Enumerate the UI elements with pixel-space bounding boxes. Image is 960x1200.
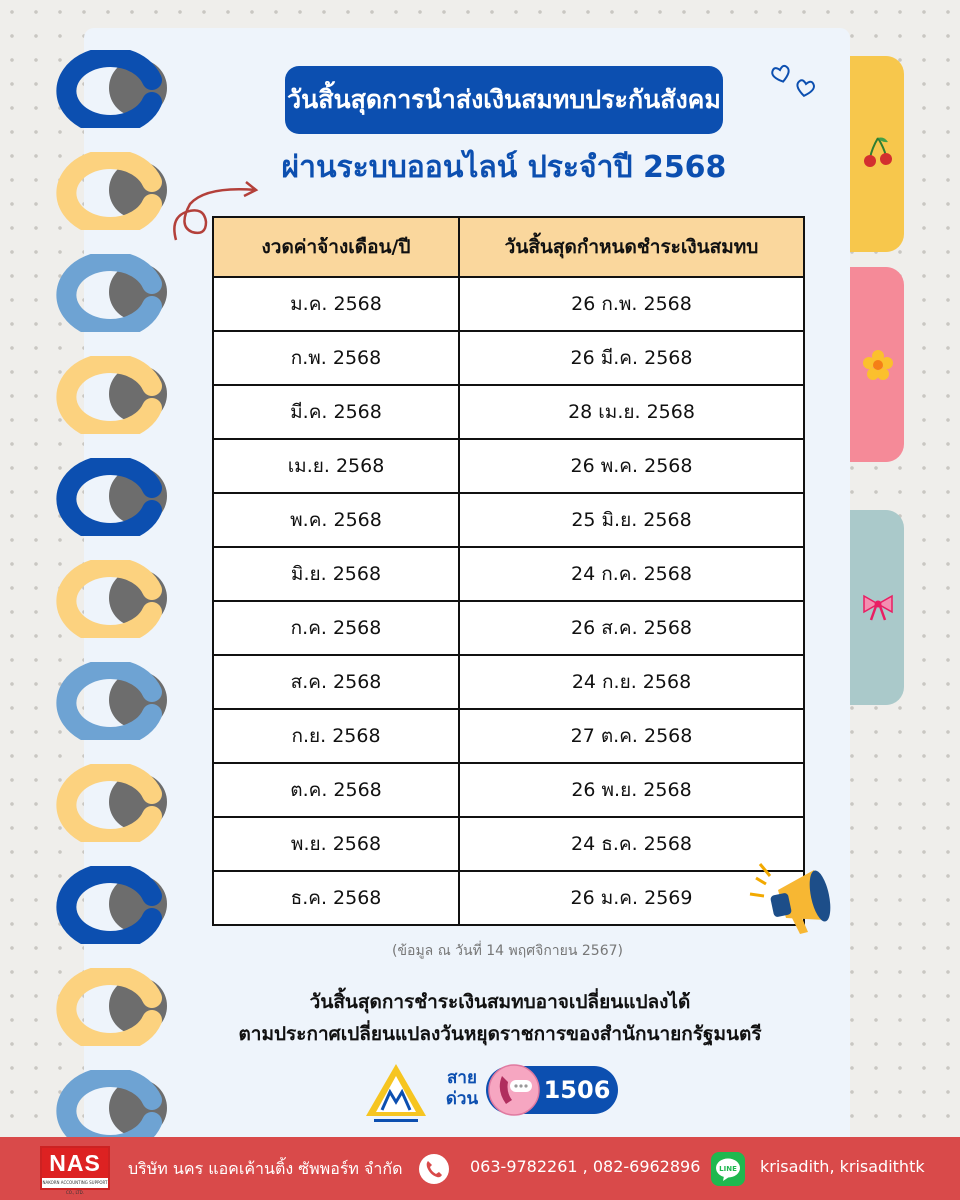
tab-yellow[interactable] bbox=[850, 56, 904, 252]
phone-icon bbox=[418, 1153, 450, 1185]
ring-binder-icon bbox=[52, 866, 172, 944]
table-row bbox=[213, 601, 804, 655]
line-ids[interactable]: krisadith, krisadithtk bbox=[760, 1157, 925, 1176]
contact-phones[interactable]: 063-9782261 , 082-6962896 bbox=[470, 1157, 701, 1176]
cell-deadline: 27 ต.ค. 2568 bbox=[459, 709, 804, 763]
table-row bbox=[213, 817, 804, 871]
ring-binder-icon bbox=[52, 356, 172, 434]
warning-line-1: วันสิ้นสุดการชำระเงินสมทบอาจเปลี่ยนแปลงได้ bbox=[309, 991, 691, 1013]
cell-period: ก.ย. 2568 bbox=[213, 709, 459, 763]
warning-line-2: ตามประกาศเปลี่ยนแปลงวันหยุดราชการของสำนักนายกรัฐมนตรี bbox=[238, 1023, 762, 1045]
ring-binder-icon bbox=[52, 662, 172, 740]
cell-period: ต.ค. 2568 bbox=[213, 763, 459, 817]
data-as-of-note: (ข้อมูล ณ วันที่ 14 พฤศจิกายน 2567) bbox=[392, 943, 623, 959]
cell-period: เม.ย. 2568 bbox=[213, 439, 459, 493]
cell-period: ม.ค. 2568 bbox=[213, 277, 459, 331]
phone-chat-icon bbox=[488, 1064, 540, 1116]
table-row bbox=[213, 871, 804, 925]
footer-bar bbox=[0, 1137, 960, 1200]
cell-period: ก.พ. 2568 bbox=[213, 331, 459, 385]
hearts-icon bbox=[770, 56, 826, 100]
ring-binder-icon bbox=[52, 560, 172, 638]
cell-deadline: 26 ม.ค. 2569 bbox=[459, 871, 804, 925]
cell-deadline: 26 ก.พ. 2568 bbox=[459, 277, 804, 331]
line-app-icon bbox=[711, 1152, 745, 1186]
table-row bbox=[213, 277, 804, 331]
table-row bbox=[213, 547, 804, 601]
company-logo bbox=[40, 1146, 110, 1195]
sso-logo-icon bbox=[364, 1062, 428, 1128]
hotline-label bbox=[436, 1068, 488, 1110]
ring-binder-icon bbox=[52, 152, 172, 230]
ring-binder-icon bbox=[52, 458, 172, 536]
page-subtitle: ผ่านระบบออนไลน์ ประจำปี 2568 bbox=[281, 150, 727, 185]
cell-deadline: 24 ก.ค. 2568 bbox=[459, 547, 804, 601]
hotline-number[interactable]: 1506 bbox=[543, 1076, 611, 1104]
page-title: วันสิ้นสุดการนำส่งเงินสมทบประกันสังคม bbox=[287, 85, 721, 114]
company-logo-text: NAS bbox=[42, 1148, 108, 1178]
table-header-row bbox=[213, 217, 804, 277]
table-row bbox=[213, 493, 804, 547]
cell-deadline: 26 พ.ย. 2568 bbox=[459, 763, 804, 817]
ring-binder-icon bbox=[52, 764, 172, 842]
column-header-deadline: วันสิ้นสุดกำหนดชำระเงินสมทบ bbox=[459, 217, 804, 277]
cell-period: ธ.ค. 2568 bbox=[213, 871, 459, 925]
table-row bbox=[213, 331, 804, 385]
hotline-label-line-1: สาย bbox=[447, 1068, 477, 1088]
column-header-period: งวดค่าจ้างเดือน/ปี bbox=[213, 217, 459, 277]
company-name: บริษัท นคร แอคเค้านติ้ง ซัพพอร์ท จำกัด bbox=[128, 1159, 403, 1178]
ring-binder-icon bbox=[52, 254, 172, 332]
cell-period: ส.ค. 2568 bbox=[213, 655, 459, 709]
flower-icon bbox=[860, 347, 896, 383]
tab-pink[interactable] bbox=[850, 267, 904, 462]
cell-deadline: 26 พ.ค. 2568 bbox=[459, 439, 804, 493]
cell-period: มิ.ย. 2568 bbox=[213, 547, 459, 601]
title-banner bbox=[285, 66, 723, 134]
line-icon-text: LINE bbox=[719, 1165, 737, 1173]
cell-deadline: 25 มิ.ย. 2568 bbox=[459, 493, 804, 547]
cell-deadline: 24 ธ.ค. 2568 bbox=[459, 817, 804, 871]
cell-deadline: 26 มี.ค. 2568 bbox=[459, 331, 804, 385]
table-row bbox=[213, 763, 804, 817]
tab-teal[interactable] bbox=[850, 510, 904, 705]
company-logo-subtext: NAKORN ACCOUNTING SUPPORT CO., LTD. bbox=[42, 1180, 108, 1195]
cherry-icon bbox=[860, 134, 896, 170]
table-row bbox=[213, 385, 804, 439]
bow-icon bbox=[860, 588, 896, 624]
cell-deadline: 24 ก.ย. 2568 bbox=[459, 655, 804, 709]
cell-period: ก.ค. 2568 bbox=[213, 601, 459, 655]
table-row bbox=[213, 655, 804, 709]
cell-period: มี.ค. 2568 bbox=[213, 385, 459, 439]
cell-period: พ.ค. 2568 bbox=[213, 493, 459, 547]
cell-deadline: 26 ส.ค. 2568 bbox=[459, 601, 804, 655]
ring-binder-icon bbox=[52, 50, 172, 128]
cell-deadline: 28 เม.ย. 2568 bbox=[459, 385, 804, 439]
table-row bbox=[213, 439, 804, 493]
change-warning bbox=[150, 986, 850, 1050]
payment-schedule-table bbox=[212, 216, 805, 926]
hotline-label-line-2: ด่วน bbox=[445, 1089, 479, 1109]
cell-period: พ.ย. 2568 bbox=[213, 817, 459, 871]
table-row bbox=[213, 709, 804, 763]
megaphone-icon bbox=[748, 860, 840, 944]
